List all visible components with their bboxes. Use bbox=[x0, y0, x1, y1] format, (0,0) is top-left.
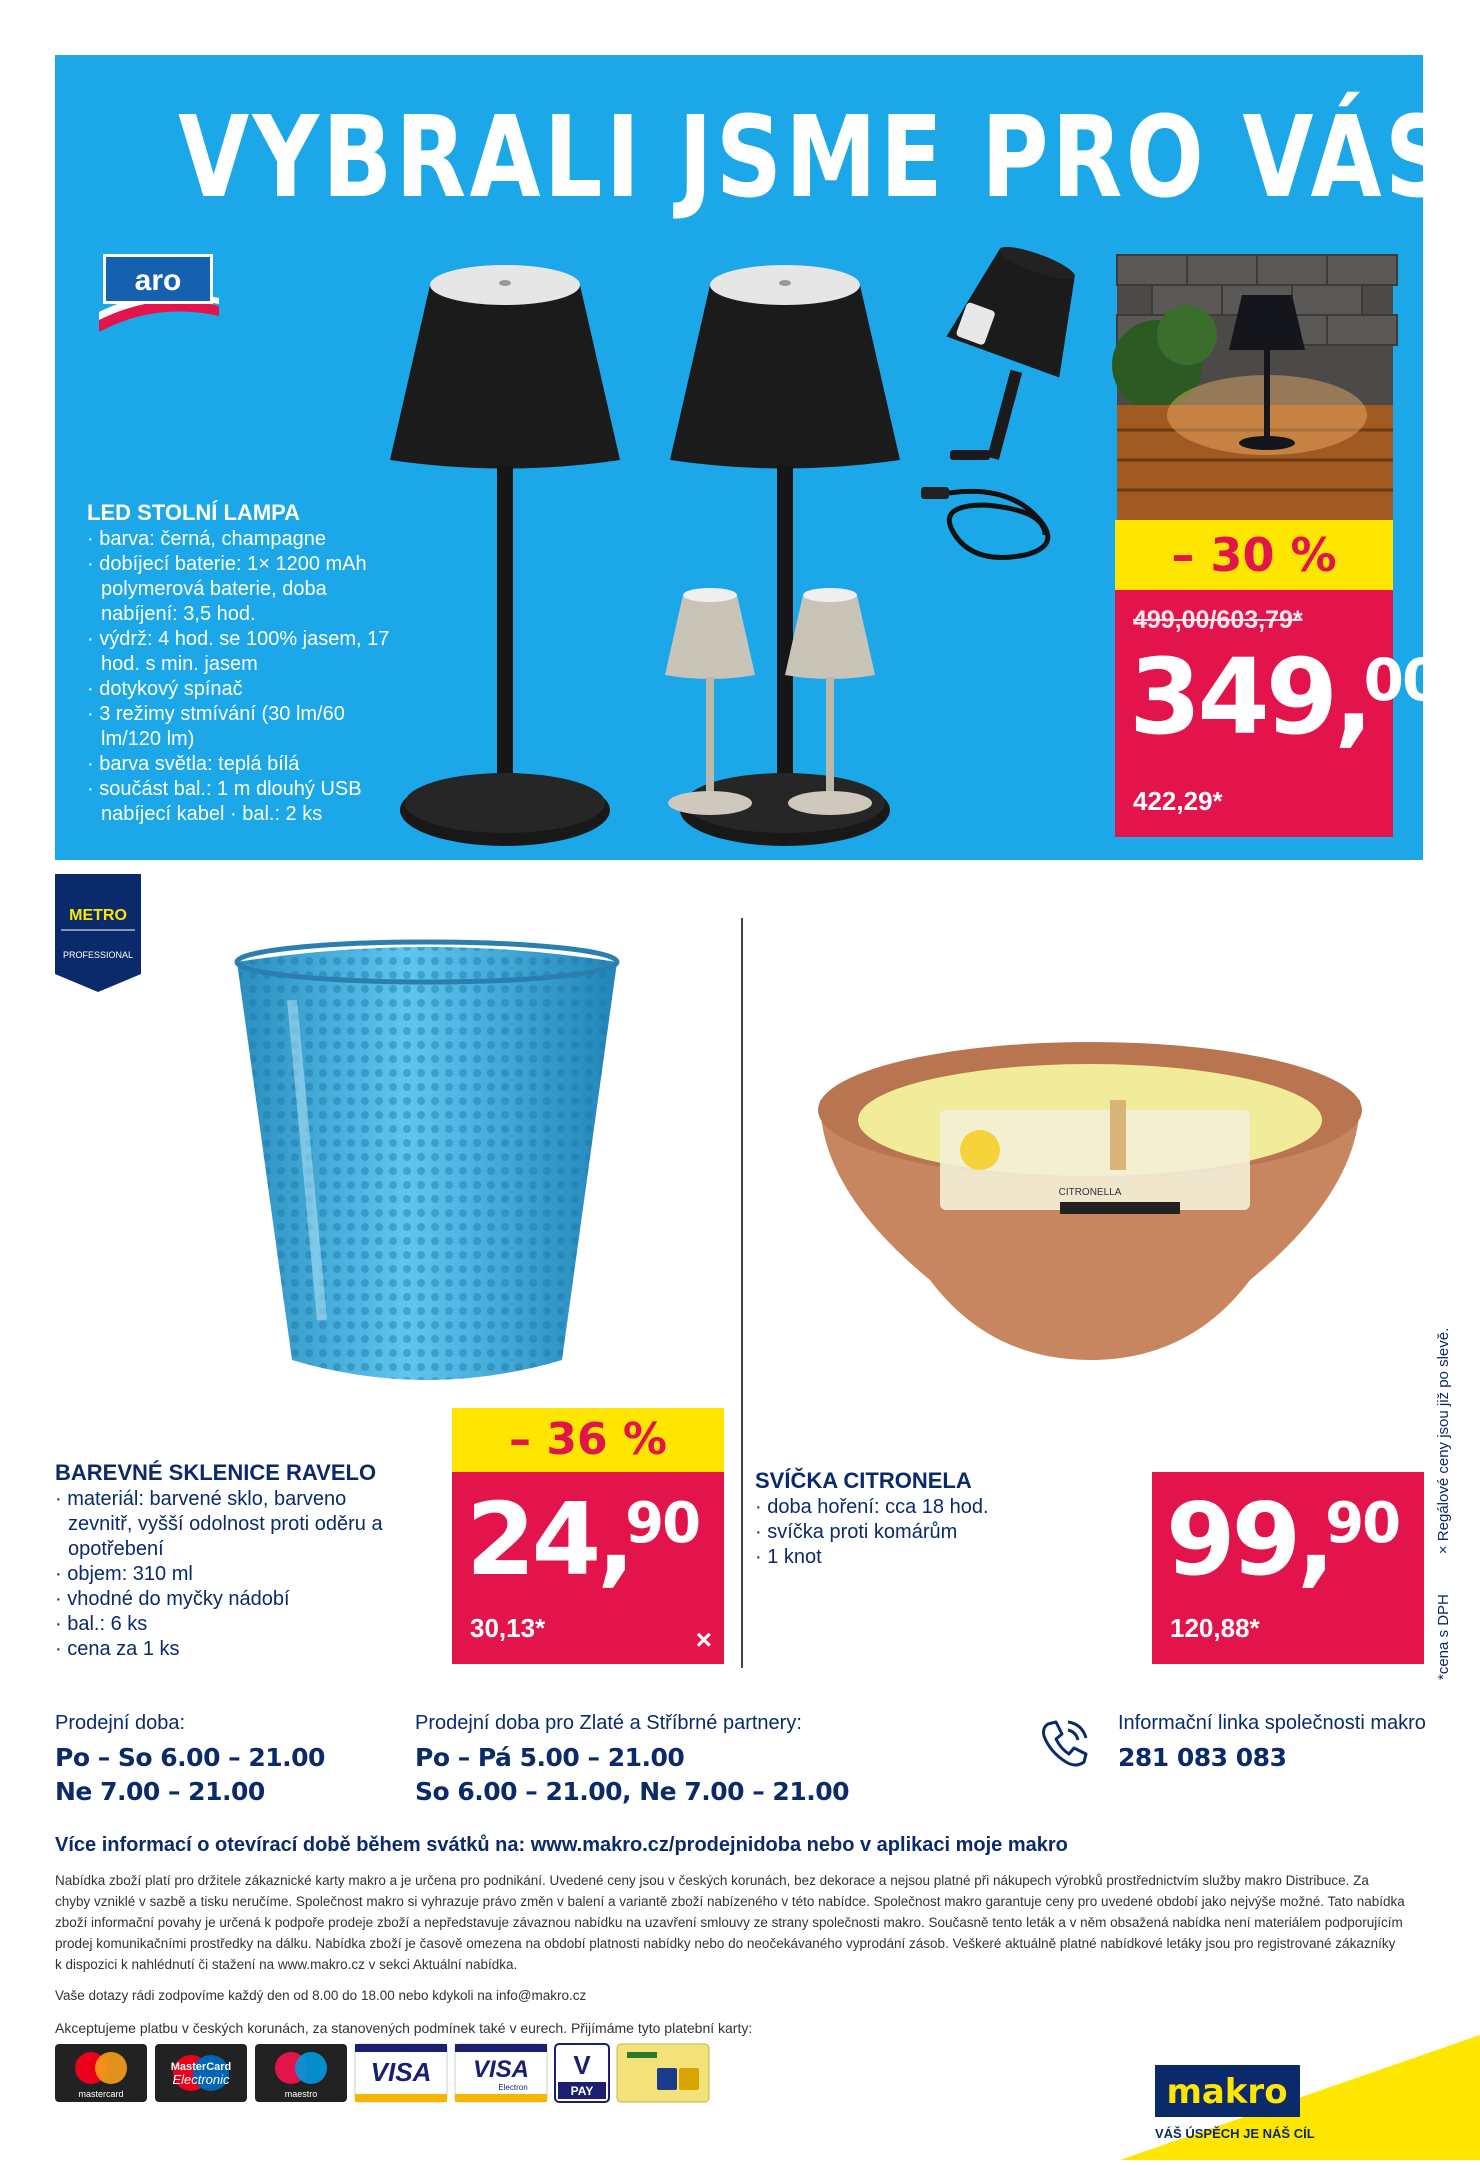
svg-text:maestro: maestro bbox=[284, 2089, 318, 2099]
partner-opening-hours bbox=[415, 1712, 849, 1809]
hours-label: Prodejní doba: bbox=[55, 1712, 186, 1734]
price-box bbox=[452, 1472, 724, 1664]
price-footnote bbox=[1435, 1288, 1452, 1680]
hero-banner bbox=[55, 55, 1455, 860]
meal-voucher-card-icon bbox=[617, 2044, 709, 2102]
discount-badge: – 30 % bbox=[1115, 520, 1393, 590]
svg-text:makro: makro bbox=[1166, 2072, 1288, 2112]
feature-item: · dobíjecí baterie: 1× 1200 mAh polymerová baterie, doba nabíjení: 3,5 hod. bbox=[87, 552, 407, 627]
current-price: 24,90 bbox=[466, 1481, 700, 1598]
partner-hours-label: Prodejní doba pro Zlaté a Stříbrné partnery: bbox=[415, 1712, 802, 1734]
price-integer: 24 bbox=[466, 1481, 598, 1598]
payment-text: Akceptujeme platbu v českých korunách, za stanovených podmínek také v eurech. Přijímáme tyto platební karty: bbox=[55, 2020, 753, 2036]
visa-icon bbox=[355, 2044, 447, 2102]
hours-weekday: Po – So 6.00 – 21.00 bbox=[55, 1743, 325, 1772]
makro-brand-block bbox=[1120, 2015, 1480, 2160]
contact-text: Vaše dotazy rádi zodpovíme každý den od 8.00 do 18.00 nebo kdykoli na info@makro.cz bbox=[55, 1988, 587, 2003]
svg-text:VISA: VISA bbox=[472, 2056, 530, 2083]
champagne-lamp-image bbox=[655, 585, 765, 825]
price-box bbox=[1115, 590, 1441, 837]
svg-text:V: V bbox=[573, 2050, 591, 2080]
partner-hours-weekend: So 6.00 – 21.00, Ne 7.00 – 21.00 bbox=[415, 1777, 849, 1806]
metro-professional-badge bbox=[55, 874, 141, 992]
feature-item: · cena za 1 ks bbox=[55, 1637, 395, 1662]
partner-hours-weekday: Po – Pá 5.00 – 21.00 bbox=[415, 1743, 685, 1772]
phone-icon bbox=[1036, 1716, 1092, 1772]
svg-text:mastercard: mastercard bbox=[78, 2089, 124, 2099]
svg-text:Electron: Electron bbox=[498, 2083, 528, 2092]
svg-text:PAY: PAY bbox=[570, 2084, 594, 2098]
mastercard-electronic-icon bbox=[155, 2044, 247, 2102]
lamp-description bbox=[87, 500, 407, 827]
lamp-parts-image bbox=[940, 250, 1100, 480]
feature-item: · dotykový spínač bbox=[87, 677, 407, 702]
feature-item: · 3 režimy stmívání (30 lm/60 lm/120 lm) bbox=[87, 702, 407, 752]
old-price: 499,00/603,79* bbox=[1133, 606, 1303, 634]
feature-item: · bal.: 6 ks bbox=[55, 1612, 395, 1637]
makro-logo bbox=[1120, 2015, 1480, 2160]
black-lamp-image bbox=[380, 255, 630, 885]
svg-text:VISA: VISA bbox=[370, 2057, 432, 2087]
regular-price-note: × Regálové ceny jsou již po slevě. bbox=[1435, 1327, 1452, 1555]
maestro-icon bbox=[255, 2044, 347, 2102]
feature-item: · objem: 310 ml bbox=[55, 1562, 395, 1587]
legal-text: Nabídka zboží platí pro držitele zákaznické karty makro a je určena pro podnikání. Uvedené ceny jsou v českých korunách, bez dekorace a nejsou platné při nákupech výrobků prostřednictvím služby makro Distribuce. Za chyby vzniklé v sazbě a tisku neručíme. Společnost makro si vyhrazuje právo změn v balení a variantě zboží nabízeného v této nabídce. Společnost makro garantuje ceny pro uvedené období jako nejvýše možné. Tato nabídka zboží informační povahy je určená k podpoře prodeje zboží a nepředstavuje závaznou nabídku na uzavření smlouvy ze strany společnosti makro. Současně tento leták a v něm obsažená nabídka není materiálem podporujícím prodej komunikačními prostředky na dálku. Nabídka zboží je časově omezena na období platnosti nabídky nebo do neočekávaného vyprodání zásob. Veškeré aktuálně platné nabídkové letáky jsou pro registrované zákazníky k dispozici k nahlédnutí či stažení na www.makro.cz v sekci Aktuální nabídka. bbox=[55, 1873, 1405, 1972]
svg-text:VÁŠ ÚSPĚCH JE NÁŠ CÍL: VÁŠ ÚSPĚCH JE NÁŠ CÍL bbox=[1155, 2126, 1315, 2141]
glass-description bbox=[55, 1460, 395, 1662]
svg-text:CITRONELLA: CITRONELLA bbox=[1058, 1187, 1122, 1198]
mastercard-icon bbox=[55, 2044, 147, 2102]
info-line bbox=[1118, 1712, 1426, 1775]
glass-price-tag bbox=[452, 1408, 724, 1664]
payment-cards bbox=[55, 2044, 709, 2102]
current-price: 99,90 bbox=[1166, 1481, 1400, 1598]
discount-badge: – 36 % bbox=[452, 1408, 724, 1472]
citronella-candle-image bbox=[810, 1040, 1370, 1380]
feature-item: · součást bal.: 1 m dlouhý USB nabíjecí kabel · bal.: 2 ks bbox=[87, 777, 407, 827]
svg-text:aro: aro bbox=[134, 264, 182, 297]
price-integer: 99 bbox=[1166, 1481, 1298, 1598]
lamp-price-tag bbox=[1115, 520, 1441, 837]
section-divider bbox=[741, 918, 743, 1668]
visa-electron-icon bbox=[455, 2044, 547, 2102]
product-name: BAREVNÉ SKLENICE RAVELO bbox=[55, 1460, 377, 1485]
hero-title: VYBRALI JSME PRO VÁS bbox=[178, 93, 1455, 223]
holiday-info-link[interactable]: Více informací o otevírací době během svátků na: www.makro.cz/prodejnidoba nebo v aplikaci moje makro bbox=[55, 1834, 1068, 1856]
hours-sunday: Ne 7.00 – 21.00 bbox=[55, 1777, 265, 1806]
current-price: 349,00 bbox=[1129, 636, 1441, 758]
price-with-vat: 30,13* bbox=[470, 1613, 546, 1643]
price-decimal: 00 bbox=[1363, 646, 1441, 714]
feature-item: · výdrž: 4 hod. se 100% jasem, 17 hod. s min. jasem bbox=[87, 627, 407, 677]
lamp-lifestyle-photo bbox=[1117, 255, 1393, 523]
feature-item: · doba hoření: cca 18 hod. bbox=[755, 1495, 1055, 1520]
svg-text:Electronic: Electronic bbox=[172, 2072, 230, 2087]
feature-item: · barva světla: teplá bílá bbox=[87, 752, 407, 777]
candle-description bbox=[755, 1468, 1055, 1570]
champagne-lamp-image bbox=[775, 585, 885, 825]
feature-item: · svíčka proti komárům bbox=[755, 1520, 1055, 1545]
product-name: SVÍČKA CITRONELA bbox=[755, 1468, 972, 1493]
vpay-icon bbox=[555, 2044, 609, 2102]
info-line-label: Informační linka společnosti makro bbox=[1118, 1712, 1426, 1734]
price-with-vat: 422,29* bbox=[1133, 786, 1223, 816]
candle-price-tag bbox=[1152, 1472, 1424, 1664]
product-name: LED STOLNÍ LAMPA bbox=[87, 500, 301, 525]
svg-text:METRO: METRO bbox=[69, 907, 127, 924]
svg-text:MasterCard: MasterCard bbox=[170, 2061, 232, 2073]
price-box bbox=[1152, 1472, 1424, 1664]
price-integer: 349 bbox=[1129, 636, 1335, 758]
usb-cable-image bbox=[915, 475, 1075, 575]
price-with-vat: 120,88* bbox=[1170, 1613, 1260, 1643]
aro-logo bbox=[95, 250, 221, 340]
feature-item: · barva: černá, champagne bbox=[87, 527, 407, 552]
svg-text:PROFESSIONAL: PROFESSIONAL bbox=[62, 950, 134, 960]
regular-price-mark: × bbox=[695, 1624, 712, 1655]
vat-note: *cena s DPH bbox=[1435, 1594, 1452, 1680]
blue-glass-image bbox=[232, 940, 622, 1400]
feature-item: · 1 knot bbox=[755, 1545, 1055, 1570]
opening-hours bbox=[55, 1712, 325, 1809]
feature-item: · materiál: barvené sklo, barveno zevnitř, vyšší odolnost proti oděru a opotřebení bbox=[55, 1487, 395, 1562]
info-line-phone[interactable]: 281 083 083 bbox=[1118, 1743, 1287, 1772]
feature-item: · vhodné do myčky nádobí bbox=[55, 1587, 395, 1612]
price-decimal: 90 bbox=[1325, 1491, 1400, 1556]
price-decimal: 90 bbox=[625, 1491, 700, 1556]
